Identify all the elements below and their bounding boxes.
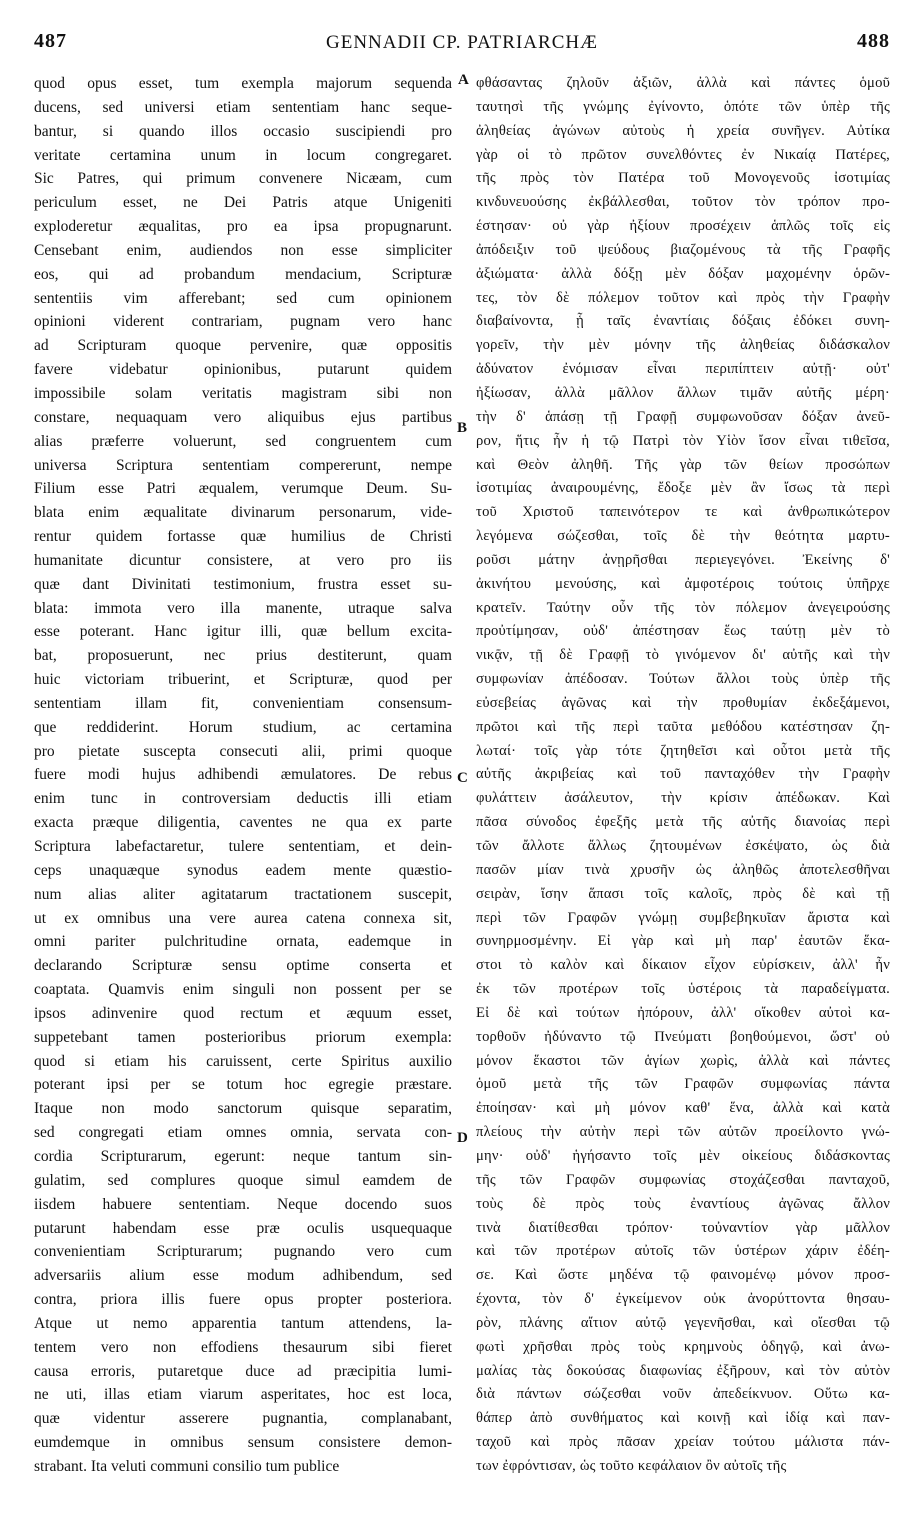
greek-text-line: ρον, ἥτις ἦν ἡ τῷ Πατρὶ τὸν Υἱὸν ἴσον εἶναι τιθεῖσα, (476, 432, 890, 449)
latin-text-line: sed congregati etiam omnes omnia, servata con- (34, 1124, 452, 1142)
greek-text-line: κρατεῖν. Ταύτην οὖν τῆς τὸν πόλεμον ἀνεγειρούσης (476, 599, 890, 616)
latin-text-line: pro pietate suscepta consecuti alii, primi quoque (34, 742, 452, 760)
greek-text-line: ροῦσι μάτην ἀνῃρῆσθαι περιεγεγόνει. Ἐκείνης δ' (476, 551, 890, 568)
latin-text-line: blata: immota vero illa manente, utraque salva (34, 599, 452, 617)
latin-text-line: adversariis alium esse modum adhibendum, sed (34, 1267, 452, 1285)
latin-text-line: universa Scriptura sententiam compererunt, nempe (34, 456, 452, 474)
greek-text-line: τὴν δ' ἁπάσῃ τῇ Γραφῇ συμφωνοῦσαν δόξαν ἀνεῦ- (476, 408, 890, 425)
greek-text-line: θάπερ ἀπὸ συνθήματος καὶ κοινῇ καὶ ἰδίᾳ καὶ παν- (476, 1410, 890, 1427)
greek-text-line: πᾶσα σύνοδος ἐφεξῆς μετὰ τῆς αὐτῆς διανοίας περὶ (476, 814, 890, 831)
greek-text-line: πλείους τὴν αὐτὴν περὶ τῶν αὐτῶν προείλοντο γνώ- (476, 1124, 890, 1141)
running-title: GENNADII CP. PATRIARCHÆ (326, 32, 598, 53)
latin-text-line: quod opus esset, tum exempla majorum sequenda (34, 75, 452, 92)
greek-text-line: ἠξίωσαν, ἀλλὰ μᾶλλον ἄλλων τιμᾶν αὐτῆς μέρη· (476, 384, 890, 401)
greek-text-line: ἀδύνατον ἐνόμισαν εἶναι περιπίπτειν αὐτῇ· οὐτ' (476, 361, 890, 378)
latin-text-line: coaptata. Quamvis enim singuli non possent per se (34, 981, 452, 999)
latin-text-line: contra, priora illis fuere opus propter posteriora. (34, 1291, 452, 1309)
latin-text-line: quæ videntur asserere pugnantia, complanabant, (34, 1410, 452, 1428)
latin-text-line: strabant. Ita veluti communi consilio tum publice (34, 1457, 340, 1475)
greek-text-line: περὶ τῶν Γραφῶν γνώμῃ συμβεβηκυῖαν ἄριστα καὶ (476, 909, 890, 926)
latin-text-line: gulatim, sed complures quoque simul eamdem de (34, 1171, 452, 1189)
greek-text-line: ἰσοτιμίας ἀναιρουμένης, ἔδοξε μὲν ἂν ἴσως τὰ περὶ (476, 480, 890, 497)
latin-text-line: convenientiam Scripturarum; pugnando vero cum (34, 1243, 452, 1261)
greek-text-line: λωταί· τοῖς γὰρ τότε ζητηθεῖσι καὶ οὗτοι μετὰ τῆς (476, 742, 890, 759)
greek-text-line: ἐποίησαν· καὶ μὴ μόνον καθ' ἕνα, ἀλλὰ καὶ κατὰ (476, 1100, 890, 1117)
latin-text-line: ne uti, illas etiam viarum asperitates, hoc est loca, (34, 1386, 452, 1404)
greek-text-line: τῶν ἄλλοτε ἄλλως ζητουμένων ἐσκέψατο, ὡς διὰ (476, 838, 890, 854)
greek-text-line: φθάσαντας ζηλοῦν ἀξιῶν, ἀλλὰ καὶ πάντες ὁμοῦ (476, 75, 890, 91)
greek-text-line: πρῶτοι καὶ τῆς περὶ ταῦτα μεθόδου κατέστησαν ζη- (476, 718, 890, 735)
latin-text-line: veritate certamina unum in locum congregaret. (34, 146, 452, 164)
greek-text-line: έχοντα, τὸν δ' ἐγκείμενον οὐκ ἀνορύττοντα θησαυ- (476, 1291, 890, 1308)
greek-text-line: σειρὰν, ἴσην ἅπασι τοῖς καλοῖς, πρὸς δὲ καὶ τῇ (476, 885, 890, 902)
greek-text-line: τοῦ Χριστοῦ ταπεινότερον τε καὶ ἀνθρωπικώτερον (476, 504, 890, 521)
greek-text-line: τοὺς δὲ πρὸς τοὺς ἐναντίους ἀγῶνας ἄλλον (476, 1195, 890, 1212)
latin-text-line: num alias aliter agitatarum tractationem suscepit, (34, 885, 452, 903)
greek-text-line: ἐκ τῶν προτέρων τοῖς ὑστέροις τὰ παραδείγματα. (476, 981, 890, 998)
latin-text-line: eumdemque in omnibus sensum consistere demon- (34, 1434, 452, 1452)
latin-text-line: quæ dant Divinitati testimonium, frustra esset su- (34, 575, 452, 593)
greek-text-line: ἀκινήτου μενούσης, καὶ ἀμφοτέροις τούτοις ὑπῆρχε (476, 575, 890, 592)
greek-text-line: προὐτίμησαν, οὐδ' ἀπέστησαν ἕως ταύτῃ μὲν τὸ (476, 623, 890, 640)
section-marker-a: A (458, 72, 469, 88)
greek-text-line: διαβαίνοντα, ᾗ ταῖς ἐναντίαις δόξαις ἐδόκει συνη- (476, 313, 890, 330)
latin-text-line: impossibile solam veritatis magistram sibi non (34, 384, 452, 402)
latin-text-line: omni pariter pulchritudine ornata, eademque in (34, 933, 452, 951)
latin-text-line: Atque ut nemo apparentia tantum attendens, la- (34, 1314, 452, 1332)
section-marker-d: D (457, 1130, 468, 1146)
latin-text-line: causa erroris, putaretque duce ad præcipitia lumi- (34, 1362, 452, 1380)
latin-text-line: iisdem habuere sententiam. Neque docendo suos (34, 1195, 452, 1213)
greek-text-line: τινὰ διατίθεσθαι τρόπον· τοὐναντίον γὰρ μᾶλλον (476, 1219, 890, 1236)
greek-text-line: εὐσεβείας ἀγῶνας καὶ τὴν προθυμίαν ἐκδεξάμενοι, (476, 694, 890, 711)
latin-text-line: bat, proposuerunt, nec prius destiterunt, quam (34, 647, 452, 665)
section-marker-c: C (457, 770, 468, 786)
greek-text-line: συμφωνίαν ἀπέδοσαν. Τούτων ἄλλοι τοὺς ὑπὲρ τῆς (476, 671, 890, 688)
latin-text-line: sententiis vim afferebant; sed cum opinionem (34, 289, 452, 307)
greek-text-line: ὁμοῦ μετὰ τῆς τῶν Γραφῶν συμφωνίας πάντα (476, 1076, 890, 1093)
greek-text-line: ρὸν, πλάνης αἴτιον αὐτῷ γεγενῆσθαι, καὶ οἴεσθαι τῷ (476, 1314, 890, 1331)
greek-text-line: καὶ τῶν προτέρων αὐτοῖς τῶν ὑστέρων χάριν ἐδέη- (476, 1243, 890, 1260)
latin-text-line: rentur quidem fortasse quæ humilius de Christi (34, 528, 452, 546)
greek-text-line: πασῶν μίαν τινὰ χρυσῆν ὡς ἀληθῶς ἀποτελεσθῆναι (476, 861, 890, 878)
latin-text-line: exploderetur æqualitas, pro ea ipsa propugnarunt. (34, 218, 452, 236)
page-number-left: 487 (34, 30, 67, 52)
latin-text-line: bantur, si quando illos occasio suscipiendi pro (34, 122, 452, 140)
greek-text-line: καὶ Θεὸν ἀληθῆ. Τῆς γὰρ τῶν θείων προσώπων (476, 456, 890, 473)
latin-text-line: esse poterant. Hanc igitur illi, quæ bellum excita- (34, 623, 452, 641)
latin-text-line: Filium esse Patri æqualem, verumque Deum. Su- (34, 480, 452, 498)
greek-text-line: ἀξιώματα· ἀλλὰ δόξῃ μὲν δόξαν μαχομένην ὁρῶν- (476, 265, 890, 282)
greek-text-line: νικᾷν, τῇ δὲ Γραφῇ τὸ γινόμενον δι' αὐτῆς καὶ τὴν (476, 647, 890, 664)
latin-text-line: exacta præque diligentia, caventes ne qua ex parte (34, 814, 452, 832)
latin-text-line: cordia Scripturarum, egerunt: neque tantum sin- (34, 1147, 452, 1165)
greek-text-line: Εἰ δὲ καὶ τούτων ἠπόρουν, ἀλλ' οἴκοθεν αὐτοὶ κα- (476, 1004, 890, 1021)
greek-text-line: τες, τὸν δὲ πόλεμον τοῦτον καὶ πρὸς τὴν Γραφὴν (476, 289, 890, 306)
greek-text-line: ταυτησὶ τῆς γνώμης ἐγίνοντο, ὁπότε τῶν ὑπὲρ τῆς (476, 98, 890, 115)
greek-text-line: τορθοῦν ἠδύναντο τῷ Πνεύματι βοηθούμενοι, ὥστ' οὐ (476, 1028, 890, 1045)
latin-text-line: alias præferre voluerunt, sed congruentem cum (34, 432, 452, 450)
latin-text-line: ut ex omnibus una vere aurea catena connexa sit, (34, 909, 452, 927)
latin-text-line: declarando Scripturæ sensu optime conserta et (34, 957, 452, 975)
greek-column (476, 72, 890, 1532)
latin-text-line: Scriptura labefactaretur, tulere sententiam, et dein- (34, 838, 452, 855)
greek-text-line: κινδυνευούσης ἐκβάλλεσθαι, τοῦτον τὸν τρόπον προ- (476, 194, 890, 211)
latin-text-line: Censebant enim, audiendos non esse simpliciter (34, 241, 452, 259)
greek-text-line: συνηρμοσμένην. Εἰ γὰρ καὶ μὴ παρ' ἑαυτῶν ἕκα- (476, 933, 890, 950)
latin-text-line: tentem vero non effodiens thesaurum sibi fieret (34, 1338, 452, 1356)
greek-text-line: σε. Καὶ ὥστε μηδένα τῷ φαινομένῳ μόνον προσ- (476, 1267, 890, 1284)
greek-text-line: των ἐφρόντισαν, ὡς τοῦτο κεφάλαιον ὂν αὐτοῖς τῆς (476, 1457, 787, 1474)
greek-text-line: αὐτῆς ἀκριβείας καὶ τοῦ πανταχόθεν τὴν Γραφὴν (476, 766, 890, 783)
latin-text-line: poterant ipsi per se totum hoc egregie præstare. (34, 1076, 452, 1094)
greek-text-line: φωτὶ χρῆσθαι πρὸς τοὺς κρημνοὺς ὁδηγῷ, καὶ ἀνω- (476, 1338, 890, 1355)
latin-text-line: blata enim æqualitate divinarum personarum, vide- (34, 504, 452, 522)
greek-text-line: διὰ πάντων σώζεσθαι νοῦν ἀπεδείκνυον. Οὕτω κα- (476, 1386, 890, 1403)
latin-column (34, 72, 452, 1532)
greek-text-line: ἀπόδειξιν τοῦ ψεύδους βιαζομένους τὰ τῆς Γραφῆς (476, 241, 890, 258)
greek-text-line: μην· οὐδ' ἡγήσαντο τοῖς μὲν οἰκείους διδάσκοντας (476, 1147, 890, 1164)
latin-text-line: opinioni viderent contrariam, pugnam vero hanc (34, 313, 452, 331)
greek-text-line: έστησαν· οὐ γὰρ ἠξίουν προσέχειν ἁπλῶς τοῖς εἰς (476, 218, 890, 235)
greek-text-line: ταχοῦ καὶ πρὸς πᾶσαν χρείαν τούτου μάλιστα πάν- (476, 1434, 890, 1451)
section-marker-b: B (457, 420, 468, 436)
latin-text-line: quod si etiam his caruissent, certe Spiritus auxilio (34, 1052, 452, 1070)
latin-text-line: eos, qui ad probandum mendacium, Scripturæ (34, 265, 452, 283)
page-header (34, 30, 890, 60)
page-number-right: 488 (857, 30, 890, 52)
greek-text-line: ἀληθείας ἀγώνων αὐτοὺς ἡ χρεία συνῆγεν. Αὐτίκα (476, 122, 890, 139)
latin-text-line: humanitate dicuntur consistere, at vero pro iis (34, 551, 452, 569)
greek-text-line: γὰρ οἱ τὸ πρῶτον συνελθόντες ἐν Νικαίᾳ Πατέρες, (476, 146, 890, 163)
greek-text-line: φυλάττειν ἀσάλευτον, τὴν κρίσιν ἀπέδωκαν. Καὶ (476, 790, 890, 807)
latin-text-line: ceps unaquæque synodus eadem mente quæstio- (34, 861, 452, 879)
latin-text-line: Sic Patres, qui primum convenere Nicæam, cum (34, 170, 452, 188)
greek-text-line: τῆς πρὸς τὸν Πατέρα τοῦ Μονογενοῦς ἰσοτιμίας (476, 170, 890, 187)
latin-text-line: ad Scripturam quoque pervenire, quæ oppositis (34, 337, 452, 355)
latin-text-line: enim tunc in controversiam deductis illi etiam (34, 790, 452, 808)
latin-text-line: favere videbatur opinionibus, putarunt quidem (34, 361, 452, 379)
latin-text-line: ipsos adinvenire quod rectum et æquum esset, (34, 1004, 452, 1022)
latin-text-line: Itaque non modo sanctorum quisque separatim, (34, 1100, 452, 1118)
greek-text-line: τῆς τῶν Γραφῶν συμφωνίας στοχάζεσθαι πανταχοῦ, (476, 1171, 890, 1188)
greek-text-line: στοι τὸ καλὸν καὶ δίκαιον εἶχον εὑρίσκειν, ἀλλ' ἦν (476, 957, 890, 974)
greek-text-line: μαλίας τὰς δοκούσας διαφωνίας ἐξῆρουν, καὶ τὸν αὐτὸν (476, 1362, 890, 1379)
latin-text-line: ducens, sed universi etiam sententiam hanc seque- (34, 98, 452, 116)
latin-text-line: putarunt habendam esse præ oculis usquequaque (34, 1219, 452, 1237)
latin-text-line: periculum esset, ne Dei Patris atque Unigeniti (34, 194, 452, 212)
latin-text-line: fuere modi hujus adhibendi æmulatores. De rebus (34, 766, 452, 784)
latin-text-line: constare, nequaquam vero aliquibus ejus partibus (34, 408, 452, 426)
latin-text-line: que reddiderint. Horum studium, ac certamina (34, 718, 452, 736)
latin-text-line: suppetebant tamen posterioribus priorum exempla: (34, 1028, 452, 1046)
greek-text-line: γορεῖν, τὴν μὲν μόνην τῆς ἀληθείας διδάσκαλον (476, 337, 890, 354)
greek-text-line: λεγόμενα σώζεσθαι, τοῖς δὲ τὴν θεότητα μαρτυ- (476, 528, 890, 545)
latin-text-line: huic victoriam tribuerint, et Scripturæ, quod per (34, 671, 452, 689)
greek-text-line: μόνον ἕκαστοι τῶν ἁγίων χωρὶς, ἀλλὰ καὶ πάντες (476, 1052, 890, 1069)
latin-text-line: sententiam illam fit, convenientiam consensum- (34, 694, 452, 712)
